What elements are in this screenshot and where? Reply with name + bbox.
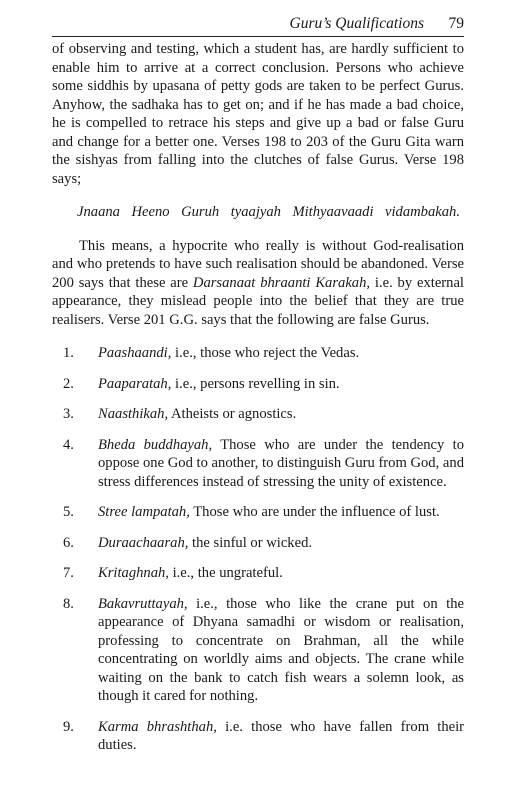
list-item-description: Atheists or agnostics. (168, 406, 297, 422)
list-item (52, 503, 464, 522)
running-title: Guru’s Qualifications (289, 15, 424, 32)
list-item-number: 4. (63, 436, 74, 453)
page-number: 79 (448, 15, 464, 32)
list-item-number: 8. (63, 595, 74, 612)
list-item-description: i.e., persons revelling in sin. (171, 375, 340, 392)
list-item-text (98, 344, 464, 363)
list-item (52, 564, 464, 583)
list-item-number: 6. (63, 534, 74, 551)
list-item-description: i.e., those who like the crane put on the appearance of Dhyana samadhi or wisdom or realisation, professing to concentrate on Brahman, all the while concentrating on worldly aims and objects. The crane while waiting on the bank to catch fish wears a solemn look, as though it cared for nothing. (98, 595, 464, 704)
list-item (52, 405, 464, 424)
list-item-number: 7. (63, 565, 74, 581)
list-item-number: 2. (63, 375, 74, 392)
list-item (52, 595, 464, 706)
list-item (52, 534, 464, 553)
list-item-text (98, 375, 464, 394)
list-item (52, 436, 464, 492)
paragraph-text-before: This means, a hypocrite who really is without God-realisation and who pretends to have such realisation should be abandoned. Verse 200 says that these are (52, 237, 464, 291)
paragraph-text-after: i.e. by external appearance, they mislead people into the belief that they are true realisers. Verse 201 G.G. says that the following are false Gurus. (52, 274, 464, 328)
list-item-number: 5. (63, 504, 74, 520)
list-item (52, 344, 464, 363)
list-item-number: 3. (63, 406, 74, 422)
list-item-term: Paashaandi, (98, 345, 172, 361)
list-item-text (98, 503, 464, 522)
list-item-description: i.e., those who reject the Vedas. (171, 345, 360, 361)
list-item-text (98, 564, 464, 583)
list-item-number: 9. (63, 718, 74, 735)
list-item-description: i.e., the ungrateful. (168, 565, 283, 581)
paragraph-explanation (52, 237, 464, 330)
list-item-description: i.e. those who have fallen from their duties. (98, 718, 465, 753)
list-item (52, 718, 464, 755)
list-item-description: Those who are under the tendency to oppose one God to another, to distinguish Guru from God, and stress differences instead of stressing the unity of existence. (98, 436, 464, 490)
false-gurus-list (52, 344, 464, 755)
list-item-text (98, 718, 464, 755)
page-body (52, 40, 464, 767)
paragraph-continuation: of observing and testing, which a student has, are hardly sufficient to enable him to arrive at a correct conclusion. Persons who achieve some siddhis by upasana of petty gods are taken to be perfect Gurus. Anyhow, the sadhaka has to get on; and if he has made a bad choice, he is compelled to retrace his steps and give up a bad or false Guru and change for a better one. Verses 198 to 203 of the Guru Gita warn the sishyas from falling into the clutches of false Gurus. Verse 198 says; (52, 41, 464, 187)
list-item-text (98, 436, 464, 492)
list-item-term: Karma bhrashthah, (98, 718, 217, 735)
list-item-text (98, 534, 464, 553)
list-item-term: Duraachaarah, (98, 534, 189, 551)
running-header (52, 14, 464, 37)
list-item-description: the sinful or wicked. (188, 534, 313, 551)
list-item-term: Kritaghnah, (98, 565, 169, 581)
sanskrit-term: Darsanaat bhraanti Karakah, (192, 274, 371, 291)
verse-quote: Jnaana Heeno Guruh tyaajyah Mithyaavaadi vidambakah. (77, 204, 460, 220)
list-item-term: Bakavruttayah, (98, 595, 188, 612)
list-item-number: 1. (63, 345, 74, 361)
list-item-description: Those who are under the influence of lust. (189, 504, 440, 520)
list-item-term: Bheda buddhayah, (98, 436, 213, 453)
list-item-term: Naasthikah, (98, 406, 169, 422)
list-item (52, 375, 464, 394)
list-item-term: Paaparatah, (98, 375, 172, 392)
list-item-text (98, 595, 464, 706)
list-item-text (98, 405, 464, 424)
list-item-term: Stree lampatah, (98, 504, 190, 520)
